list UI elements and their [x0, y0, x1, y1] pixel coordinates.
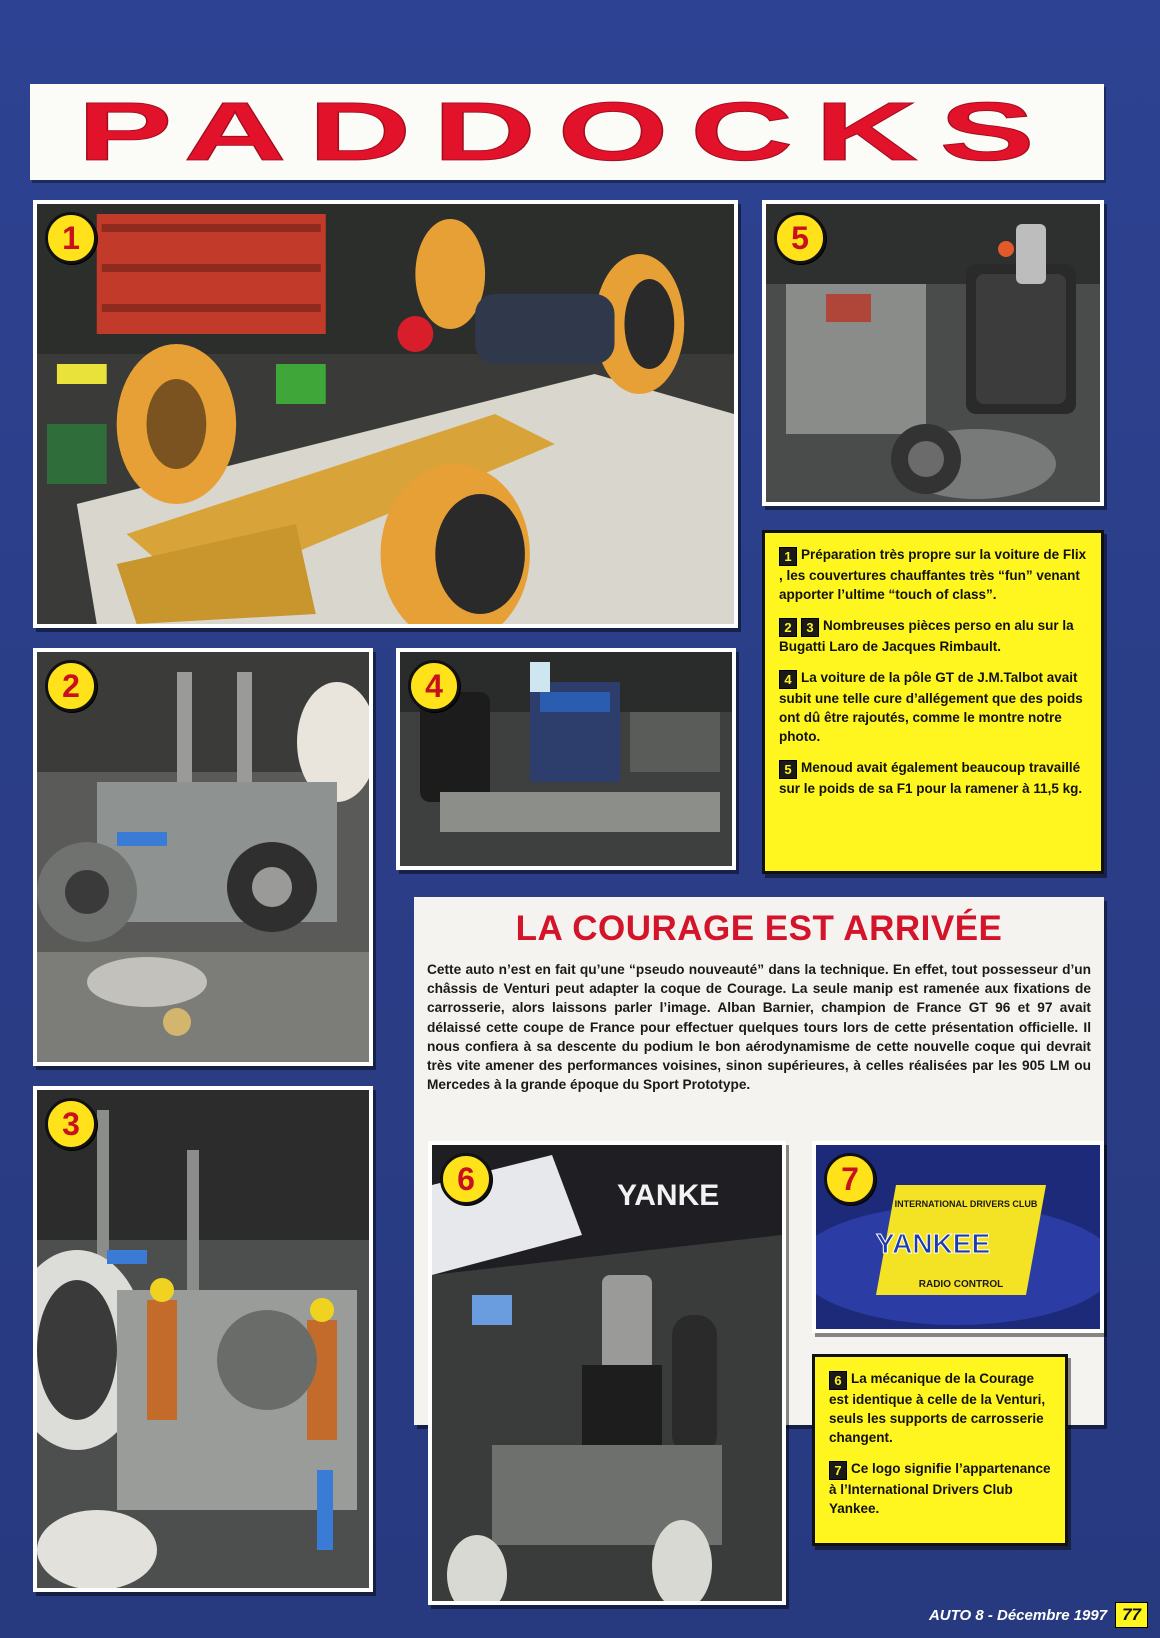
photo-2-image: [37, 652, 369, 1062]
caption-5-number: 5: [779, 760, 797, 779]
photo-7-logo-top: INTERNATIONAL DRIVERS CLUB: [894, 1199, 1038, 1209]
article-title: LA COURAGE EST ARRIVÉE: [515, 909, 1003, 948]
caption-4: [779, 668, 1087, 746]
caption-5-text: Menoud avait également beaucoup travaillé sur le poids de sa F1 pour la ramener à 11,5 kg.: [779, 760, 1083, 796]
caption-2-3-text: Nombreuses pièces perso en alu sur la Bugatti Laro de Jacques Rimbault.: [779, 618, 1074, 654]
photo-6: [428, 1141, 786, 1605]
photo-7-number: 7: [824, 1153, 876, 1205]
photo-2-number: 2: [45, 660, 97, 712]
caption-4-text: La voiture de la pôle GT de J.M.Talbot avait subit une telle cure d’allégement que des poids ont dû être rajoutés, comme le montre notre photo.: [779, 670, 1083, 744]
article-body: Cette auto n’est en fait qu’une “pseudo nouveauté” dans la technique. En effet, tout possesseur d’un châssis de Venturi peut adapter la coque de Courage. La seule manip est ramenée aux fixations de carrosserie, alors laissons parler l’image. Alban Barnier, champion de France GT 96 et 97 avait délaissé cette coupe de France pour effectuer quelques tours lors de cette présentation officielle. Il nous confiera à sa descente du podium le bon aérodynamisme de cette nouvelle coque qui devrait très vite amener des performances voisines, sinon supérieures, à celles réalisées par les 905 LM ou Mercedes à la grande époque du Sport Prototype.: [427, 962, 1091, 1093]
photo-3-image: [37, 1090, 369, 1588]
photo-3-number: 3: [45, 1098, 97, 1150]
caption-2-number: 2: [779, 618, 797, 637]
caption-6-number: 6: [829, 1371, 847, 1390]
caption-6: [829, 1369, 1051, 1447]
photo-4: [396, 648, 736, 870]
caption-1-number: 1: [779, 547, 797, 566]
caption-1-text: Préparation très propre sur la voiture de Flix , les couvertures chauffantes très “fun” venant apporter l’ultime “touch of class”.: [779, 547, 1087, 602]
photo-7: [812, 1141, 1104, 1333]
footer-magazine: AUTO 8 - Décembre 1997: [928, 1606, 1108, 1624]
photo-6-decal: YANKE: [617, 1179, 720, 1212]
page-number: 77: [1115, 1602, 1148, 1628]
photo-7-logo-main: YANKEE: [876, 1228, 991, 1259]
page-footer: [929, 1602, 1148, 1628]
photo-7-logo-bottom: RADIO CONTROL: [918, 1279, 1004, 1290]
caption-1: [779, 545, 1087, 604]
caption-box-bottom: [812, 1354, 1068, 1546]
photo-1-number: 1: [45, 212, 97, 264]
caption-2-3: [779, 616, 1087, 656]
photo-1-image: [37, 204, 734, 624]
photo-3: [33, 1086, 373, 1592]
caption-7: [829, 1459, 1051, 1518]
photo-1: [33, 200, 738, 628]
photo-4-number: 4: [408, 660, 460, 712]
caption-4-number: 4: [779, 670, 797, 689]
page-title: PADDOCKS: [77, 86, 1057, 178]
photo-6-number: 6: [440, 1153, 492, 1205]
photo-6-image: [432, 1145, 782, 1601]
caption-3-number: 3: [801, 618, 819, 637]
photo-5: [762, 200, 1104, 506]
caption-6-text: La mécanique de la Courage est identique à celle de la Venturi, seuls les supports de carrosserie changent.: [829, 1371, 1046, 1445]
title-banner: [30, 84, 1104, 180]
caption-box-top: [762, 530, 1104, 874]
caption-7-text: Ce logo signifie l’appartenance à l’International Drivers Club Yankee.: [829, 1461, 1051, 1516]
caption-7-number: 7: [829, 1461, 847, 1480]
photo-5-number: 5: [774, 212, 826, 264]
photo-2: [33, 648, 373, 1066]
caption-5: [779, 758, 1087, 798]
